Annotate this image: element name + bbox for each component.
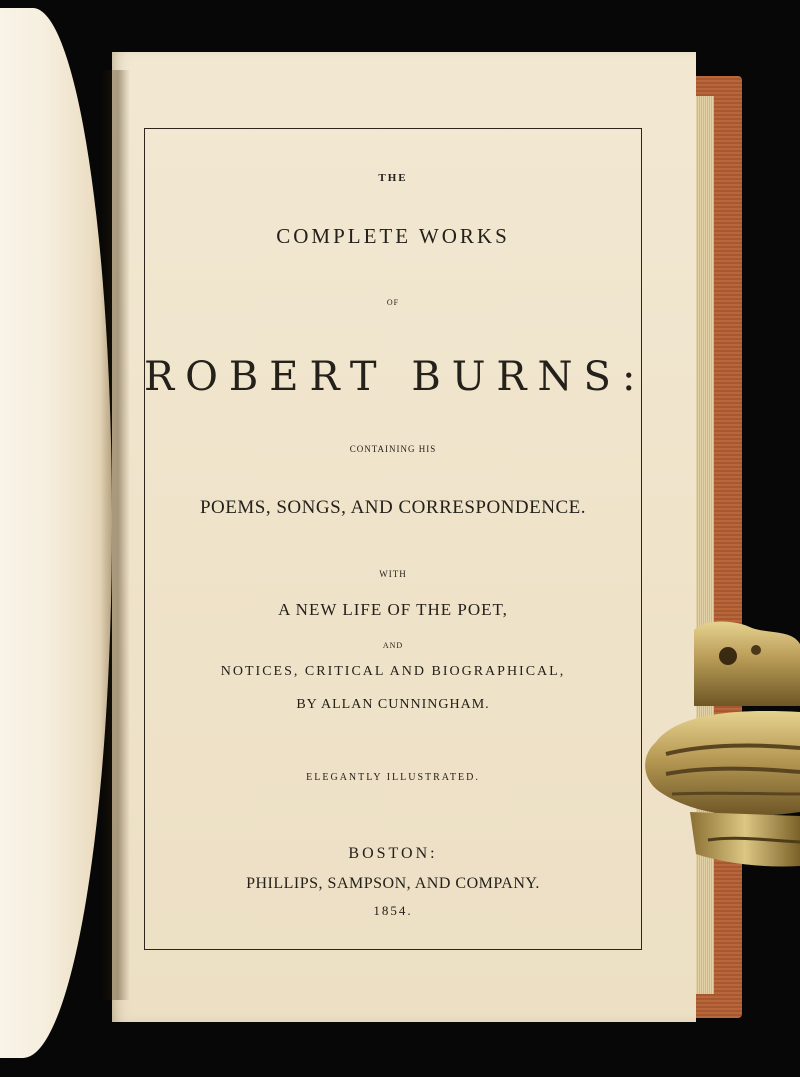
author-subject-name: ROBERT BURNS: [144, 354, 647, 400]
illustrated-line: ELEGANTLY ILLUSTRATED. [306, 772, 480, 783]
imprint-publisher: PHILLIPS, SAMPSON, AND COMPANY. [246, 875, 540, 892]
imprint-year: 1854. [373, 903, 413, 918]
notices-line: NOTICES, CRITICAL AND BIOGRAPHICAL, [220, 664, 566, 679]
title-the: THE [378, 172, 408, 184]
title-page [112, 52, 696, 1022]
editor-line: BY ALLAN CUNNINGHAM. [296, 697, 490, 712]
title-of: OF [386, 298, 400, 307]
and-line: AND [382, 641, 404, 650]
brass-clasp [636, 616, 800, 876]
facing-page [0, 8, 112, 1058]
page-gutter-shadow [100, 70, 130, 1000]
with-line: WITH [379, 569, 407, 579]
life-line: A NEW LIFE OF THE POET, [278, 600, 508, 619]
title-complete-works: COMPLETE WORKS [276, 224, 510, 248]
imprint-city: BOSTON: [348, 845, 438, 862]
page-border [144, 128, 647, 950]
containing-line: CONTAINING HIS [349, 444, 437, 454]
contents-line: POEMS, SONGS, AND CORRESPONDENCE. [199, 497, 587, 518]
